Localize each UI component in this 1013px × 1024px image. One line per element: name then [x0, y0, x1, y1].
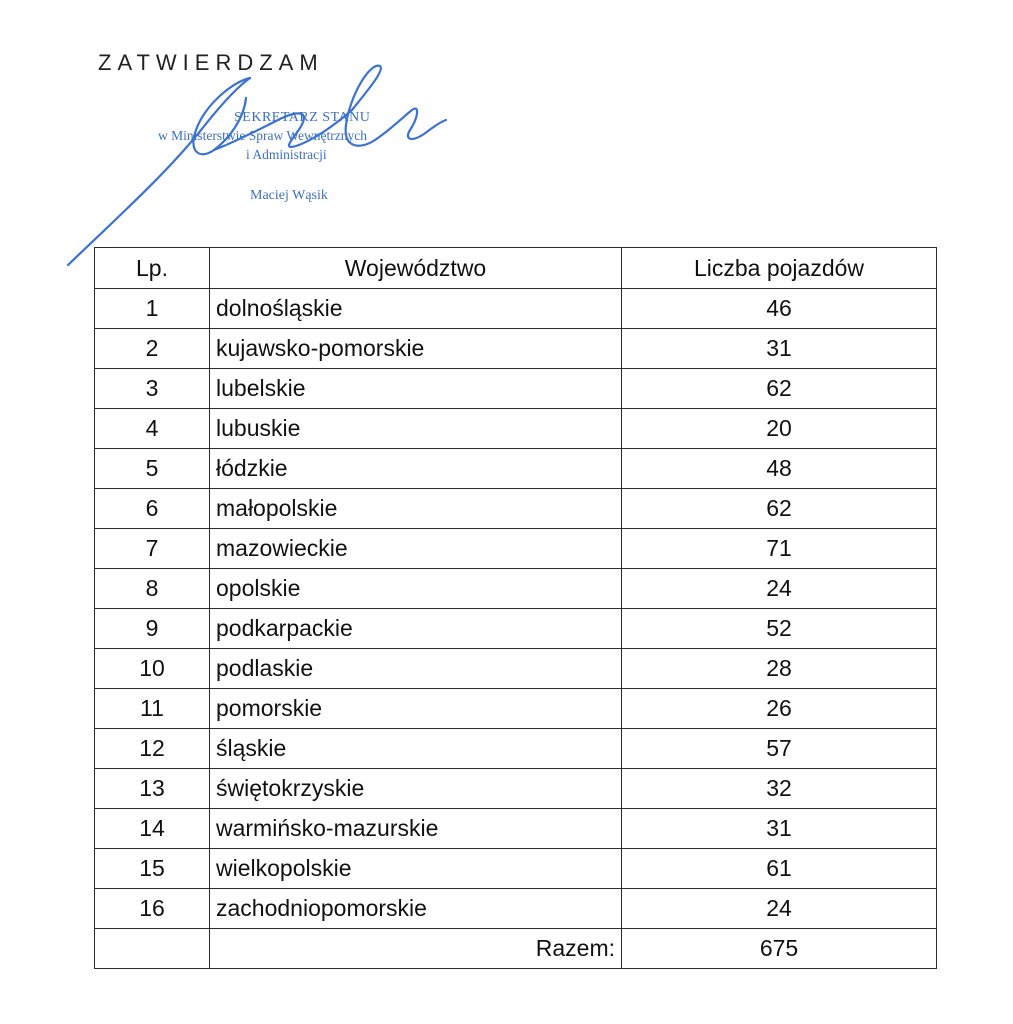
- vehicle-count: 31: [622, 329, 937, 369]
- vehicle-count: 32: [622, 769, 937, 809]
- vehicle-count: 46: [622, 289, 937, 329]
- region-name: świętokrzyskie: [210, 769, 622, 809]
- vehicle-count: 48: [622, 449, 937, 489]
- vehicle-count: 57: [622, 729, 937, 769]
- row-number: 12: [95, 729, 210, 769]
- region-name: łódzkie: [210, 449, 622, 489]
- vehicle-count: 62: [622, 489, 937, 529]
- table-row: [95, 729, 937, 769]
- total-empty-cell: [95, 929, 210, 969]
- table-row: [95, 689, 937, 729]
- vehicle-count: 61: [622, 849, 937, 889]
- vehicle-count: 28: [622, 649, 937, 689]
- stamp-ministry: w Ministerstwie Spraw Wewnętrznych: [158, 128, 367, 143]
- vehicle-count: 52: [622, 609, 937, 649]
- vehicle-count: 24: [622, 569, 937, 609]
- region-name: dolnośląskie: [210, 289, 622, 329]
- table-row: [95, 529, 937, 569]
- stamp-signatory-name: Maciej Wąsik: [250, 188, 328, 203]
- vehicle-count: 20: [622, 409, 937, 449]
- table-row: [95, 369, 937, 409]
- row-number: 13: [95, 769, 210, 809]
- region-name: opolskie: [210, 569, 622, 609]
- row-number: 3: [95, 369, 210, 409]
- region-name: lubuskie: [210, 409, 622, 449]
- table-row: [95, 889, 937, 929]
- table-row: [95, 569, 937, 609]
- vehicle-count: 62: [622, 369, 937, 409]
- column-header-region: Województwo: [210, 248, 622, 289]
- region-name: wielkopolskie: [210, 849, 622, 889]
- row-number: 4: [95, 409, 210, 449]
- region-name: pomorskie: [210, 689, 622, 729]
- table-row: [95, 329, 937, 369]
- row-number: 14: [95, 809, 210, 849]
- official-stamp: [150, 110, 470, 220]
- row-number: 1: [95, 289, 210, 329]
- region-name: kujawsko-pomorskie: [210, 329, 622, 369]
- approval-heading: ZATWIERDZAM: [98, 50, 324, 75]
- vehicle-count: 24: [622, 889, 937, 929]
- table-row: [95, 289, 937, 329]
- vehicle-count: 31: [622, 809, 937, 849]
- row-number: 10: [95, 649, 210, 689]
- table-row: [95, 449, 937, 489]
- region-name: zachodniopomorskie: [210, 889, 622, 929]
- row-number: 2: [95, 329, 210, 369]
- row-number: 6: [95, 489, 210, 529]
- table-row: [95, 769, 937, 809]
- row-number: 9: [95, 609, 210, 649]
- stamp-title: SEKRETARZ STANU: [234, 110, 371, 125]
- table-row: [95, 409, 937, 449]
- row-number: 11: [95, 689, 210, 729]
- row-number: 16: [95, 889, 210, 929]
- vehicle-count: 26: [622, 689, 937, 729]
- total-value: 675: [622, 929, 937, 969]
- region-name: podkarpackie: [210, 609, 622, 649]
- table-row: [95, 849, 937, 889]
- row-number: 8: [95, 569, 210, 609]
- region-name: lubelskie: [210, 369, 622, 409]
- total-label: Razem:: [210, 929, 622, 969]
- region-name: warmińsko-mazurskie: [210, 809, 622, 849]
- region-name: podlaskie: [210, 649, 622, 689]
- table-header-row: [95, 248, 937, 289]
- column-header-lp: Lp.: [95, 248, 210, 289]
- region-name: mazowieckie: [210, 529, 622, 569]
- region-name: śląskie: [210, 729, 622, 769]
- table-row: [95, 489, 937, 529]
- table-row: [95, 649, 937, 689]
- table-row: [95, 609, 937, 649]
- stamp-administration: i Administracji: [246, 147, 327, 162]
- row-number: 5: [95, 449, 210, 489]
- total-row: [95, 929, 937, 969]
- table-row: [95, 809, 937, 849]
- column-header-vehicles: Liczba pojazdów: [622, 248, 937, 289]
- vehicle-count: 71: [622, 529, 937, 569]
- vehicles-by-region-table: [94, 247, 937, 969]
- row-number: 7: [95, 529, 210, 569]
- region-name: małopolskie: [210, 489, 622, 529]
- row-number: 15: [95, 849, 210, 889]
